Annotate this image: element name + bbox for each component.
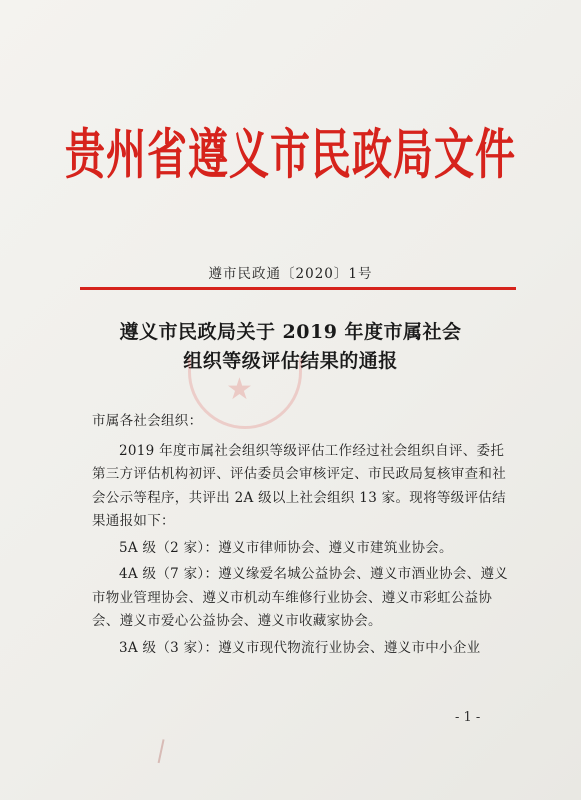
body-paragraph-5a: 5A 级（2 家）：遵义市律师协会、遵义市建筑业协会。 [119,539,453,556]
body-paragraph-4a: 4A 级（7 家）：遵义缘爱名城公益协会、遵义市酒业协会、遵义市物业管理协会、遵义市机动车维修行业协会、遵义市彩虹公益协会、遵义市爱心公益协会、遵义市收藏家协会。 [92,566,509,629]
document-title-line-1: 遵义市民政局关于 2019 年度市属社会 [119,321,462,343]
body-paragraph-intro: 2019 年度市属社会组织等级评估工作经过社会组织自评、委托第三方评估机构初评、评估委员会审核评定、市民政局复核审查和社会公示等程序，共评出 2A 级以上社会组织 13 家。现将等级评估结果通报如下： [92,442,506,529]
salutation: 市属各社会组织： [92,413,203,429]
body-paragraph-3a: 3A 级（3 家）：遵义市现代物流行业协会、遵义市中小企业 [119,639,481,656]
document-title-line-2: 组织等级评估结果的通报 [183,350,398,372]
page-number: - 1 - [455,710,481,725]
show-through-text [60,92,541,108]
document-body [92,410,512,663]
header-divider-rule [80,287,516,290]
pen-mark [158,739,173,765]
document-header-title: 贵州省遵义市民政局文件 [65,122,516,187]
seal-star-icon: ★ [226,372,253,407]
document-number: 遵市民政通〔2020〕1号 [208,266,373,282]
